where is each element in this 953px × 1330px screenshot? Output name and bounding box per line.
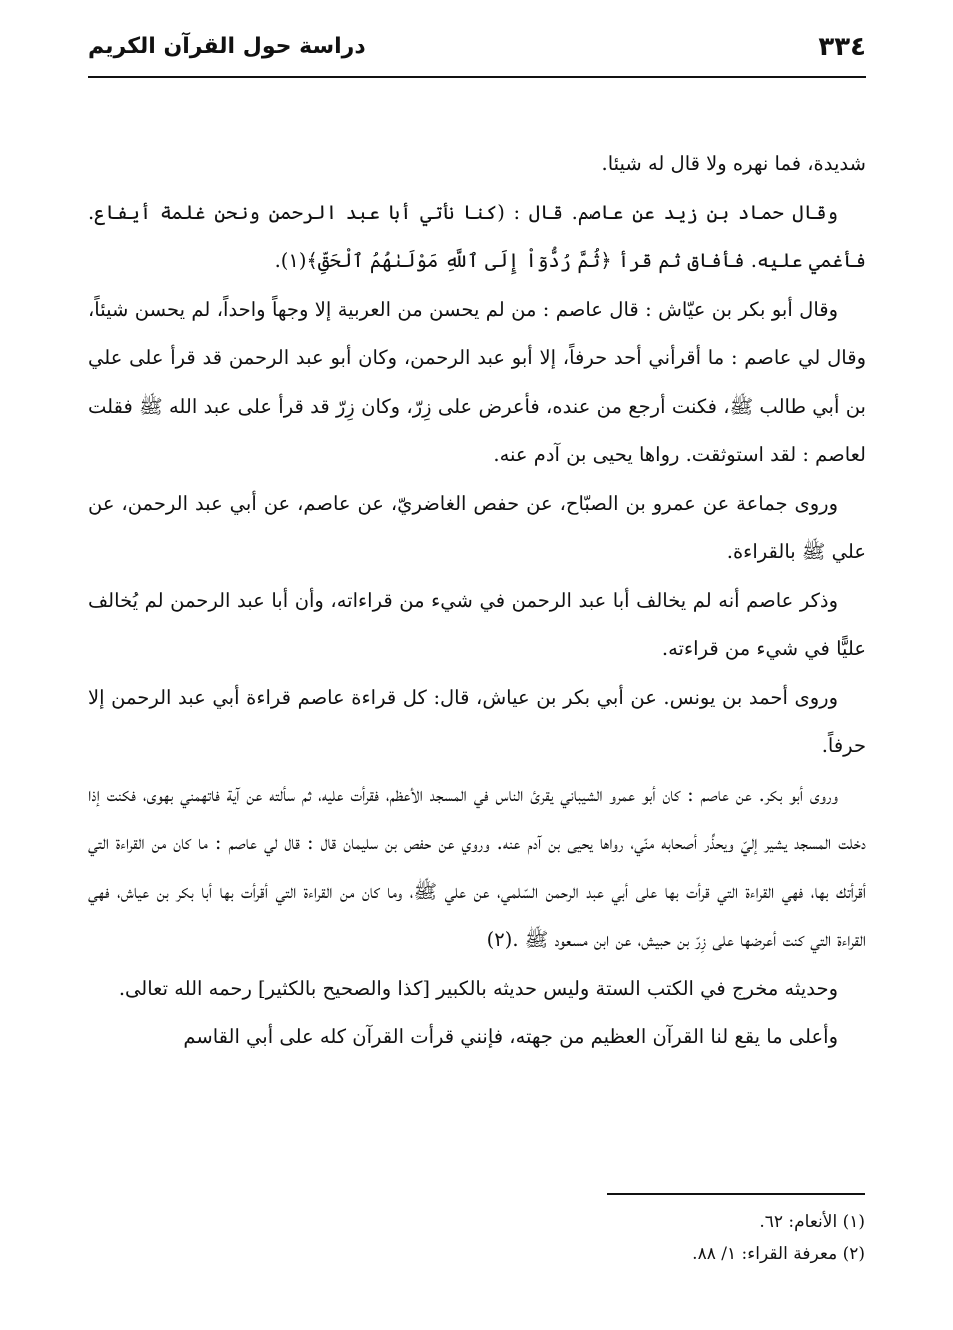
footnote-divider — [607, 1193, 865, 1195]
paragraph: وقال أبو بكر بن عيّاش : قال عاصم : من لم يحسن من العربية إلا وجهاً واحداً، لم يحسن شيئاً، وقال لي عاصم : ما أقرأني أحد حرفاً، إلا أبو عبد الرحمن، وكان أبو عبد الرحمن قد قرأ على علي بن أبي طالب ﷺ، فكنت أرجع من عنده، فأعرض على زِرّ، وكان زِرّ قد قرأ على عبد الله ﷺ فقلت لعاصم : لقد استوثقت. رواها يحيى بن آدم عنه. — [88, 297, 866, 466]
body-text — [88, 140, 866, 1062]
paragraph: وروى جماعة عن عمرو بن الصبّاح، عن حفص الغاضريّ، عن عاصم، عن أبي عبد الرحمن، عن علي ﷺ بالقراءة. — [88, 491, 866, 563]
paragraph: وروى أحمد بن يونس. عن أبي بكر بن عياش، قال: كل قراءة عاصم قراءة أبي عبد الرحمن إلا حرفاً. — [88, 685, 866, 757]
paragraph: وذكر عاصم أنه لم يخالف أبا عبد الرحمن في شيء من قراءاته، وأن أبا عبد الرحمن لم يُخالف عليًّا في شيء من قراءته. — [88, 588, 866, 660]
paragraph: شديدة، فما نهره ولا قال له شيئا. — [601, 152, 866, 175]
running-title: دراسة حول القرآن الكريم — [88, 34, 366, 59]
footnote: (١) الأنعام: ٦٢. — [759, 1212, 865, 1232]
footnotes — [87, 1206, 865, 1270]
paragraph: وحديثه مخرج في الكتب الستة وليس حديثه بالكبير [كذا والصحيح بالكثير] رحمه الله تعالى. — [118, 976, 838, 1000]
paragraph: وقال حماد بن زيد عن عاصم. قال : (كنا نأتي أبا عبد الرحمن ونحن غلمة أيفاع. فأغمي عليه. فأفاق ثم قرأ ﴿ثُمَّ رُدُّوٓاْ إِلَى ٱللَّهِ مَوْلَىٰهُمُ ٱلْحَقِّ﴾(١). — [88, 200, 866, 272]
footnote: (٢) معرفة القراء: ١/ ٨٨. — [692, 1244, 865, 1264]
page-header — [88, 28, 866, 78]
paragraph: وروى أبو بكر. عن عاصم : كان أبو عمرو الشيباني يقرئ الناس في المسجد الأعظم، فقرأت عليه، ثم سألته عن آية فاتهمني بهوى، فكنت إذا دخلت المسجد يشير إليّ ويحذِّر أصحابه منّي، رواها يحيى بن آدم عنه. وروي عن حفص بن سليمان قال : قال لي عاصم : ما كان من القراءة التي أقرأتك بها، فهي القراءة التي قرأت بها على أبي عبد الرحمن السّلمي، عن علي ﷺ، وما كان من القراءة التي أقرأت بها أبا بكر بن عياش، فهي القراءة التي كنت أعرضها على زِرّ بن حبيش، عن ابن مسعود ﷺ .(٢) — [88, 782, 866, 951]
page-number: ٣٣٤ — [818, 32, 866, 62]
paragraph: وأعلى ما يقع لنا القرآن العظيم من جهته، فإنني قرأت القرآن كله على أبي القاسم — [183, 1025, 838, 1048]
